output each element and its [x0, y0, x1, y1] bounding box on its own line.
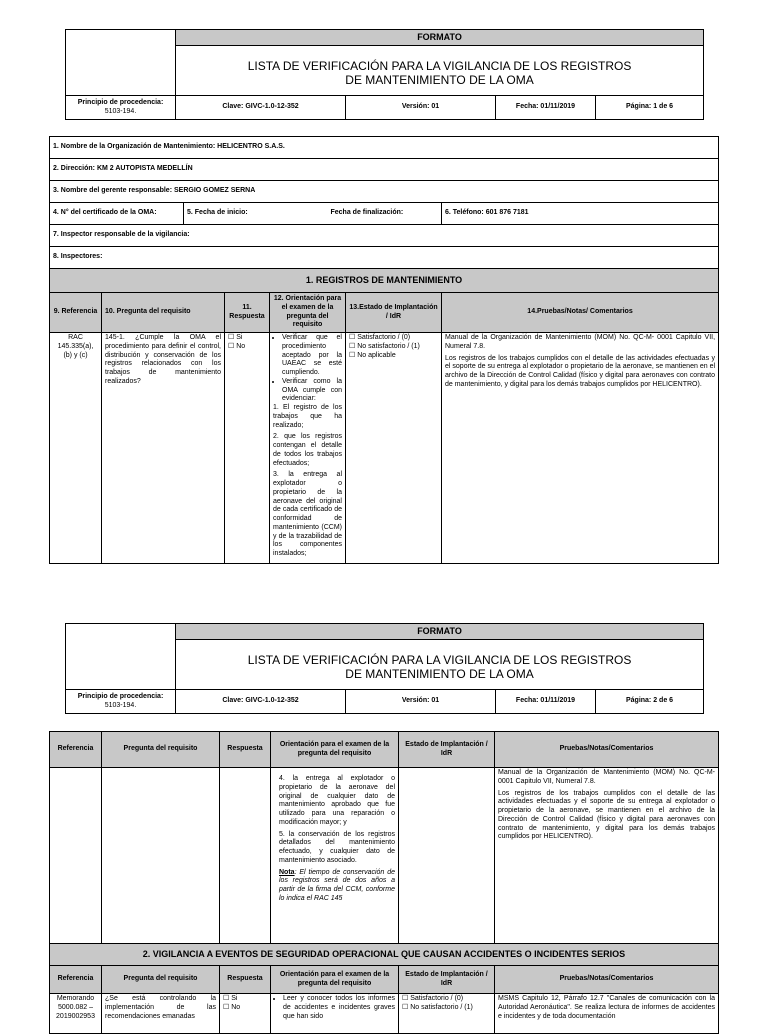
col-header: Orientación para el examen de la pregunta del requisito: [271, 732, 399, 768]
evidence-cell: Manual de la Organización de Mantenimiento (MOM) No. QC-M- 0001 Capitulo VII, Numeral 7.8. Los registros de los trabajos cumplidos con el detalle de las actividades efectuadas y el soporte de su entrega al explotador o propietario de la aeronave, se mantienen en el archivo de la Dirección de Control Calidad (físico y digital para aeronaves con contrato de mantenimiento, y digital para los demás trabajos cumplidos por HELICENTRO).: [495, 768, 719, 944]
col-header: 13.Estado de Implantación / IdR: [346, 293, 442, 333]
col-header: Referencia: [50, 966, 102, 994]
col-header: Pruebas/Notas/Comentarios: [495, 966, 719, 994]
answer-cell: [220, 994, 271, 1034]
field-fecha-inicio: 5. Fecha de inicio:: [184, 203, 328, 225]
table-row: [50, 333, 719, 564]
page2-checklist: [49, 731, 719, 1034]
answer-si-checkbox[interactable]: ☐ Si: [223, 995, 238, 1002]
document-title: LISTA DE VERIFICACIÓN PARA LA VIGILANCIA DE LOS REGISTROS DE MANTENIMIENTO DE LA OMA: [176, 640, 704, 690]
guidance-item: 2. que los registros contengan el detalle de todos los trabajos efectuados;: [273, 433, 342, 467]
col-header: Pregunta del requisito: [102, 966, 220, 994]
field-inspector: 7. Inspector responsable de la vigilancia:: [50, 225, 719, 247]
format-label: FORMATO: [176, 30, 704, 46]
status-cell: [399, 994, 495, 1034]
status-satisfactorio-checkbox[interactable]: ☐ Satisfactorio / (0): [402, 995, 464, 1002]
field-fecha-fin: Fecha de finalización:: [328, 203, 442, 225]
guidance-bullet: • Leer y conocer todos los informes de accidentes e incidentes graves que han sido: [283, 995, 395, 1021]
guidance-item: 5. la conservación de los registros detallados del mantenimiento efectuado, y cualquier dato de mantenimiento asociado.: [279, 830, 395, 864]
format-label: FORMATO: [176, 624, 704, 640]
col-header: 11. Respuesta: [225, 293, 270, 333]
field-certificado: 4. N° del certificado de la OMA:: [50, 203, 184, 225]
evidence-cell: MSMS Capitulo 12, Párrafo 12.7 "Canales de comunicación con la Autoridad Aeronáutica". Se realiza lectura de informes de accidentes e incidentes y de toda documentación: [495, 994, 719, 1034]
field-inspectores: 8. Inspectores:: [50, 247, 719, 269]
evidence-cell: Manual de la Organización de Mantenimiento (MOM) No. QC-M- 0001 Capitulo VII, Numeral 7.8. Los registros de los trabajos cumplidos con el detalle de las actividades efectuadas y el soporte de su entrega al explotador o propietario de la aeronave, se mantienen en el archivo de la Dirección de Control Calidad (físico y digital para aeronaves con contrato de mantenimiento, y digital para los demás trabajos cumplidos por HELICENTRO).: [442, 333, 719, 564]
col-header: Pregunta del requisito: [102, 732, 220, 768]
ref-cell: RAC 145.335(a), (b) y (c): [50, 333, 102, 564]
col-header: 14.Pruebas/Notas/ Comentarios: [442, 293, 719, 333]
field-gerente: 3. Nombre del gerente responsable: SERGIO GOMEZ SERNA: [50, 181, 719, 203]
col-header: 12. Orientación para el examen de la pregunta del requisito: [270, 293, 346, 333]
page2-header: [65, 623, 704, 714]
field-direccion: 2. Dirección: KM 2 AUTOPISTA MEDELLÍN: [50, 159, 719, 181]
principio-cell: Principio de procedencia: 5103-194.: [66, 690, 176, 714]
guidance-cell: [271, 768, 399, 944]
col-header: Estado de Implantación / IdR: [399, 732, 495, 768]
answer-no-checkbox[interactable]: ☐ No: [223, 1003, 241, 1011]
section-title: 1. REGISTROS DE MANTENIMIENTO: [50, 269, 719, 293]
fecha: Fecha: 01/11/2019: [496, 690, 596, 714]
answer-si-checkbox[interactable]: ☐ Si: [228, 334, 243, 341]
guidance-cell: [271, 994, 399, 1034]
question-cell: 145-1. ¿Cumple la OMA el procedimiento para definir el control, distribución y conservación de los registros relacionados con los trabajos de mantenimiento realizados?: [102, 333, 225, 564]
status-no-aplicable-checkbox[interactable]: ☐ No aplicable: [349, 351, 396, 359]
page-number: Página: 2 de 6: [596, 690, 704, 714]
clave: Clave: GIVC-1.0-12-352: [176, 96, 346, 120]
guidance-item: 1. El registro de los trabajos que ha realizado;: [273, 404, 342, 429]
guidance-cell: [270, 333, 346, 564]
fecha: Fecha: 01/11/2019: [496, 96, 596, 120]
answer-cell: [220, 768, 271, 944]
field-telefono: 6. Teléfono: 601 876 7181: [442, 203, 719, 225]
answer-no-checkbox[interactable]: ☐ No: [228, 342, 246, 350]
guidance-item: 4. la entrega al explotador o propietario de la aeronave del original de cualquier dato de mantenimiento aprobado que fue utilizado para una reparación o modificación mayor; y: [279, 775, 395, 826]
version: Versión: 01: [346, 96, 496, 120]
col-header: Respuesta: [220, 966, 271, 994]
ref-cell: [50, 768, 102, 944]
col-header: 9. Referencia: [50, 293, 102, 333]
field-org: 1. Nombre de la Organización de Mantenimiento: HELICENTRO S.A.S.: [50, 137, 719, 159]
status-cell: [346, 333, 442, 564]
guidance-item: 3. la entrega al explotador o propietario de la aeronave del original de cada certificado de conformidad de mantenimiento (CCM) y de la trazabilidad de los componentes instalados;: [273, 471, 342, 557]
question-cell: ¿Se está controlando la implementación de las recomendaciones emanadas: [102, 994, 220, 1034]
col-header: Referencia: [50, 732, 102, 768]
guidance-bullet: • Verificar que el procedimiento aceptado por la UAEAC se esté cumpliendo.: [282, 334, 342, 378]
page-number: Página: 1 de 6: [596, 96, 704, 120]
table-row: [50, 994, 719, 1034]
logo-area: [66, 30, 176, 96]
status-satisfactorio-checkbox[interactable]: ☐ Satisfactorio / (0): [349, 334, 411, 341]
section-title: 2. VIGILANCIA A EVENTOS DE SEGURIDAD OPERACIONAL QUE CAUSAN ACCIDENTES O INCIDENTES SERIOS: [50, 944, 719, 966]
principio-cell: Principio de procedencia: 5103-194.: [66, 96, 176, 120]
guidance-bullet: • Verificar como la OMA cumple con evidenciar:: [282, 378, 342, 404]
status-cell: [399, 768, 495, 944]
col-header: Respuesta: [220, 732, 271, 768]
guidance-note: Nota: El tiempo de conservación de los registros será de dos años a partir de la firma del CCM, conforme lo indica el RAC 145: [279, 868, 395, 902]
version: Versión: 01: [346, 690, 496, 714]
ref-cell: Memorando 5000.082 – 2019002953: [50, 994, 102, 1034]
clave: Clave: GIVC-1.0-12-352: [176, 690, 346, 714]
col-header: 10. Pregunta del requisito: [102, 293, 225, 333]
col-header: Pruebas/Notas/Comentarios: [495, 732, 719, 768]
question-cell: [102, 768, 220, 944]
logo-area: [66, 624, 176, 690]
col-header: Orientación para el examen de la pregunta del requisito: [271, 966, 399, 994]
status-no-satisfactorio-checkbox[interactable]: ☐ No satisfactorio / (1): [349, 342, 420, 350]
col-header: Estado de Implantación / IdR: [399, 966, 495, 994]
table-row: [50, 768, 719, 944]
status-no-satisfactorio-checkbox[interactable]: ☐ No satisfactorio / (1): [402, 1003, 473, 1011]
document-title: LISTA DE VERIFICACIÓN PARA LA VIGILANCIA DE LOS REGISTROS DE MANTENIMIENTO DE LA OMA: [176, 46, 704, 96]
answer-cell: [225, 333, 270, 564]
page1-checklist: [49, 136, 719, 564]
page1-header: [65, 29, 704, 120]
